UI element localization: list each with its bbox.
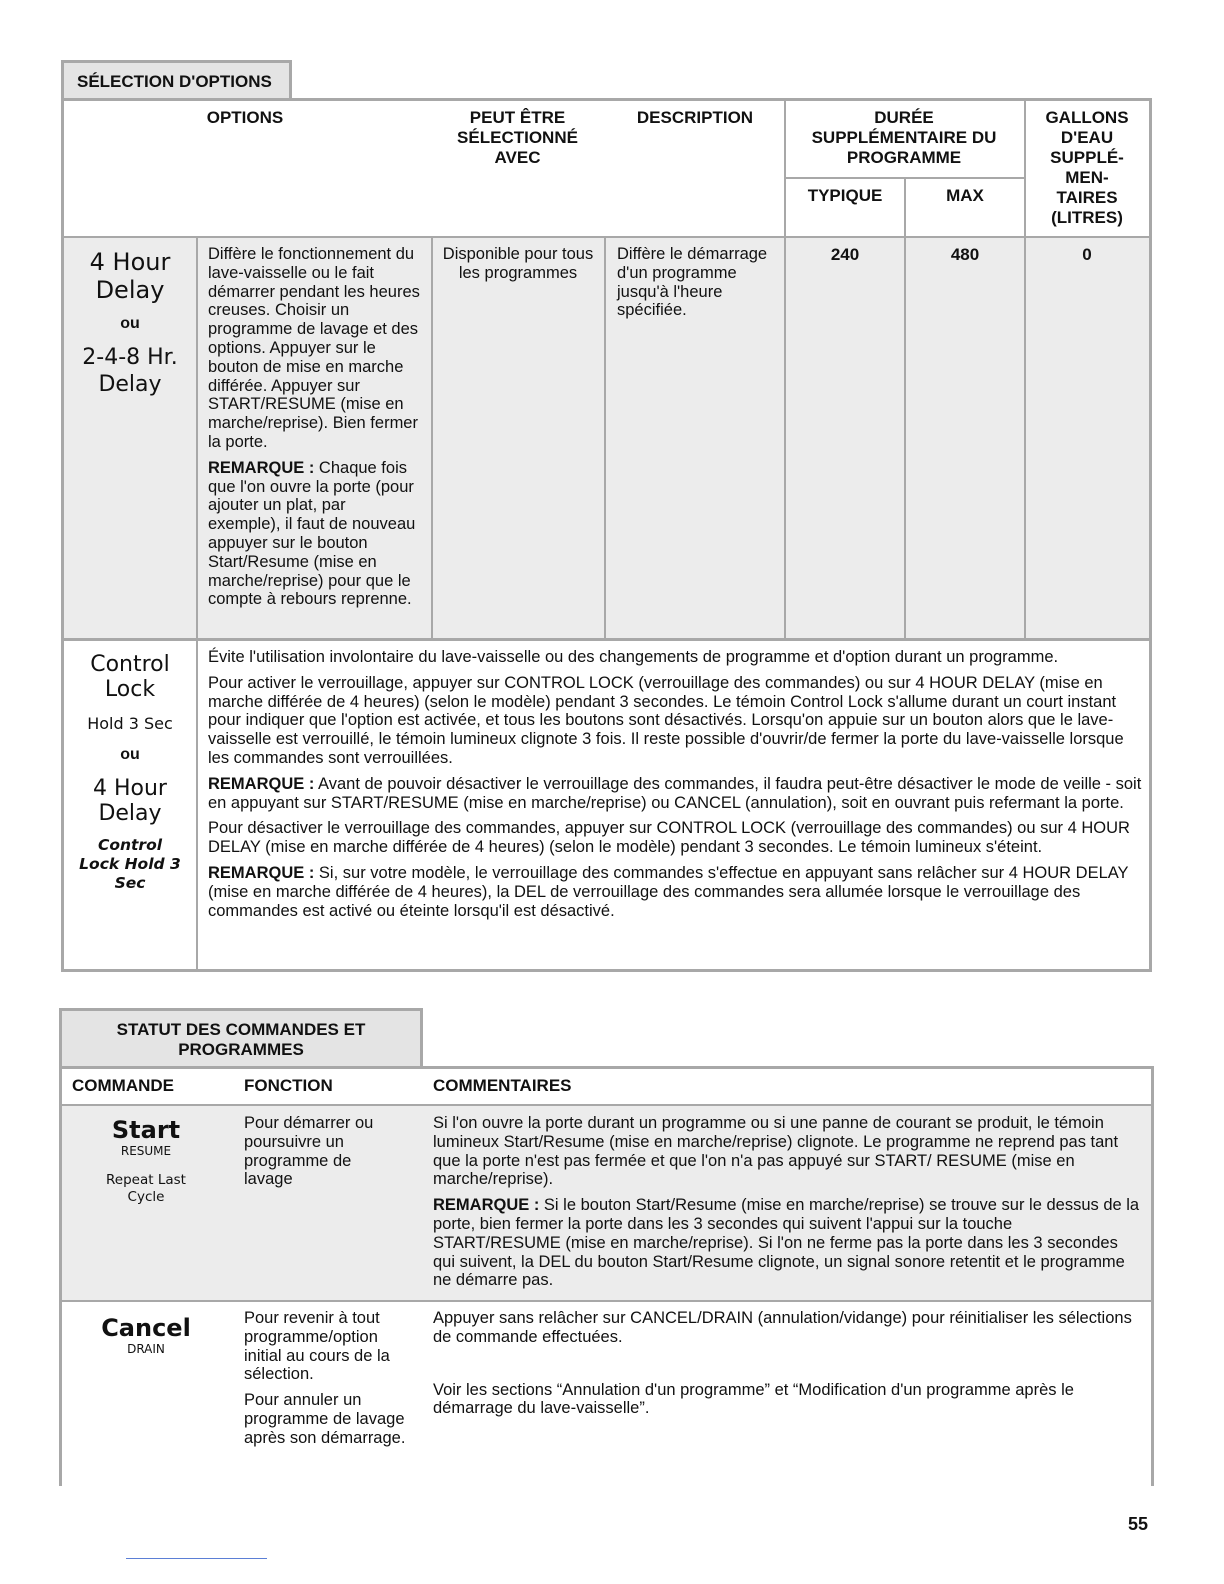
note-label: REMARQUE : [208,863,315,882]
lock-para-3: Pour désactiver le verrouillage des commandes, appuyer sur CONTROL LOCK (verrouillage des commandes) ou sur 4 HOUR DELAY (mise en marche différée de 4 heures) (selon le modèle) pendant 3 secondes. Le témoin lumineux s'éteint. [208,819,1130,857]
label-cancel: Cancel [101,1314,191,1342]
status-row-divider [62,1300,1151,1302]
header-selectable-with: PEUT ÊTRE SÉLECTIONNÉ AVEC [457,108,578,167]
lock-note-2 [208,864,1142,920]
status-header-divider [62,1104,1151,1106]
start-comments [433,1114,1143,1290]
lock-description [208,648,1142,920]
delay-water-value: 0 [1082,245,1092,264]
delay-typical-value: 240 [830,245,860,264]
start-function: Pour démarrer ou poursuivre un programme de lavage [244,1114,374,1189]
delay-instructions: Diffère le fonctionnement du lave-vaisselle ou le fait démarrer pendant les heures creuses. Choisir un programme de lavage et des options. Appuyer sur le bouton de mise en marche différée. Appuyer sur START/RESUME (mise en marche/reprise). Bien fermer la porte. [208,245,420,451]
header-max: MAX [946,186,984,205]
header-function: FONCTION [244,1076,333,1095]
label-hold-3-sec: Hold 3 Sec [87,714,173,733]
label-2-4-8-hr-delay: 2-4-8 Hr. Delay [82,345,178,397]
note-text: Avant de pouvoir désactiver le verrouillage des commandes, il faudra peut-être désactiver le mode de veille - soit en appuyant sur START/RESUME (mise en marche/reprise) ou CANCEL (annulation), soit en ouvrant puis refermant la porte. [208,774,1142,812]
delay-max-value: 480 [950,245,980,264]
header-comments: COMMENTAIRES [433,1076,572,1095]
cancel-function-2: Pour annuler un programme de lavage après son démarrage. [244,1391,406,1447]
col-divider-max [1024,101,1026,638]
delay-selectable-with: Disponible pour tous les programmes [442,245,594,282]
label-start: Start [111,1116,181,1144]
col-divider-typical [904,179,906,638]
col-divider-description [784,101,786,638]
status-section-tab: STATUT DES COMMANDES ET PROGRAMMES [59,1008,423,1067]
col-divider-label [196,238,198,969]
note-text: Chaque fois que l'on ouvre la porte (pour ajouter un plat, par exemple), il faut de nouveau appuyer sur le bouton Start/Resume (mise en marche/reprise) pour que le compte à rebours reprenne. [208,458,416,609]
col-divider-selectable [604,238,606,638]
header-description: DESCRIPTION [636,108,754,127]
header-typical: TYPIQUE [807,186,883,205]
row-divider [64,638,1149,641]
cancel-function-1: Pour revenir à tout programme/option initial au cours de la sélection. [244,1309,390,1384]
note-text: Si le bouton Start/Resume (mise en marche/reprise) se trouve sur le dessus de la porte, bien fermer la porte dans les 3 secondes qui suivent l'appui sur la touche START/RESUME (mise en marche/reprise). Si l'on ne ferme pas la porte dans les 3 secondes qui suivent, la DEL du bouton Start/Resume clignote, un signal sonore retentit et le programme ne démarre pas. [433,1196,1140,1290]
label-control-lock-hold: Control Lock Hold 3 Sec [79,836,181,892]
delay-options-text [208,245,422,609]
header-options: OPTIONS [206,108,284,127]
lock-note-1 [208,775,1142,813]
lock-para-2: Pour activer le verrouillage, appuyer sur CONTROL LOCK (verrouillage des commandes) ou sur 4 HOUR DELAY (mise en marche différée de 4 heures) (selon le modèle) pendant 3 secondes. Le témoin Control Lock s'allume durant un court instant pour indiquer que l'option est activée, et tous les boutons sont désactivés. Lorsqu'on appuie sur un bouton alors que le lave-vaisselle est verrouillé, le témoin lumineux clignote 3 fois. Il reste possible d'ouvrir/de fermer la porte du lave-vaisselle lorsque les commandes sont verrouillées. [208,673,1124,767]
label-or: ou [120,315,140,332]
label-or-2: ou [120,746,140,763]
label-4-hour-delay-2: 4 Hour Delay [93,776,167,826]
col-divider-options [431,238,433,638]
label-drain: DRAIN [127,1342,165,1356]
label-control-lock: Control Lock [90,652,170,702]
header-divider [64,236,1149,238]
label-resume: RESUME [120,1144,172,1158]
cancel-comments [433,1309,1143,1418]
label-4-hour-delay: 4 Hour Delay [89,248,171,304]
header-extra-water: GALLONS D'EAU SUPPLÉ- MEN- TAIRES (LITRES) [1045,108,1129,227]
lock-para-1: Évite l'utilisation involontaire du lave-vaisselle ou des changements de programme et d'option durant un programme. [208,648,1059,666]
decorative-link-underline [126,1558,267,1559]
note-label: REMARQUE : [208,458,315,477]
start-comment-text: Si l'on ouvre la porte durant un programme ou si une panne de courant se produit, le témoin lumineux Start/Resume (mise en marche/reprise) clignote. Le programme ne reprend pas tant que la porte n'est pas fermée et que l'on n'a pas appuyé sur START/ RESUME (mise en marche/reprise). [433,1114,1119,1189]
options-section-tab: SÉLECTION D'OPTIONS [61,60,292,98]
label-repeat-last-cycle: Repeat Last Cycle [106,1172,186,1205]
delay-note [208,459,422,609]
header-command: COMMANDE [72,1076,174,1095]
cancel-comment-1: Appuyer sans relâcher sur CANCEL/DRAIN (annulation/vidange) pour réinitialiser les sélections de commande effectuées. [433,1309,1132,1346]
cancel-comment-2: Voir les sections “Annulation d'un programme” et “Modification d'un programme après le démarrage du lave-vaisselle”. [433,1380,1074,1418]
start-note [433,1196,1143,1290]
page-number: 55 [1128,1514,1149,1534]
note-text: Si, sur votre modèle, le verrouillage des commandes s'effectue en appuyant sans relâcher sur 4 HOUR DELAY (mise en marche différée de 4 heures), la DEL de verrouillage des commandes sera allumée lorsque le verrouillage des commandes est activé ou éteinte lorsqu'il est désactivé. [208,863,1129,920]
cancel-function [244,1309,410,1448]
note-label: REMARQUE : [208,774,315,793]
delay-description: Diffère le démarrage d'un programme jusqu'à l'heure spécifiée. [617,245,768,320]
note-label: REMARQUE : [433,1196,540,1215]
header-extra-time: DURÉE SUPPLÉMENTAIRE DU PROGRAMME [811,108,997,167]
